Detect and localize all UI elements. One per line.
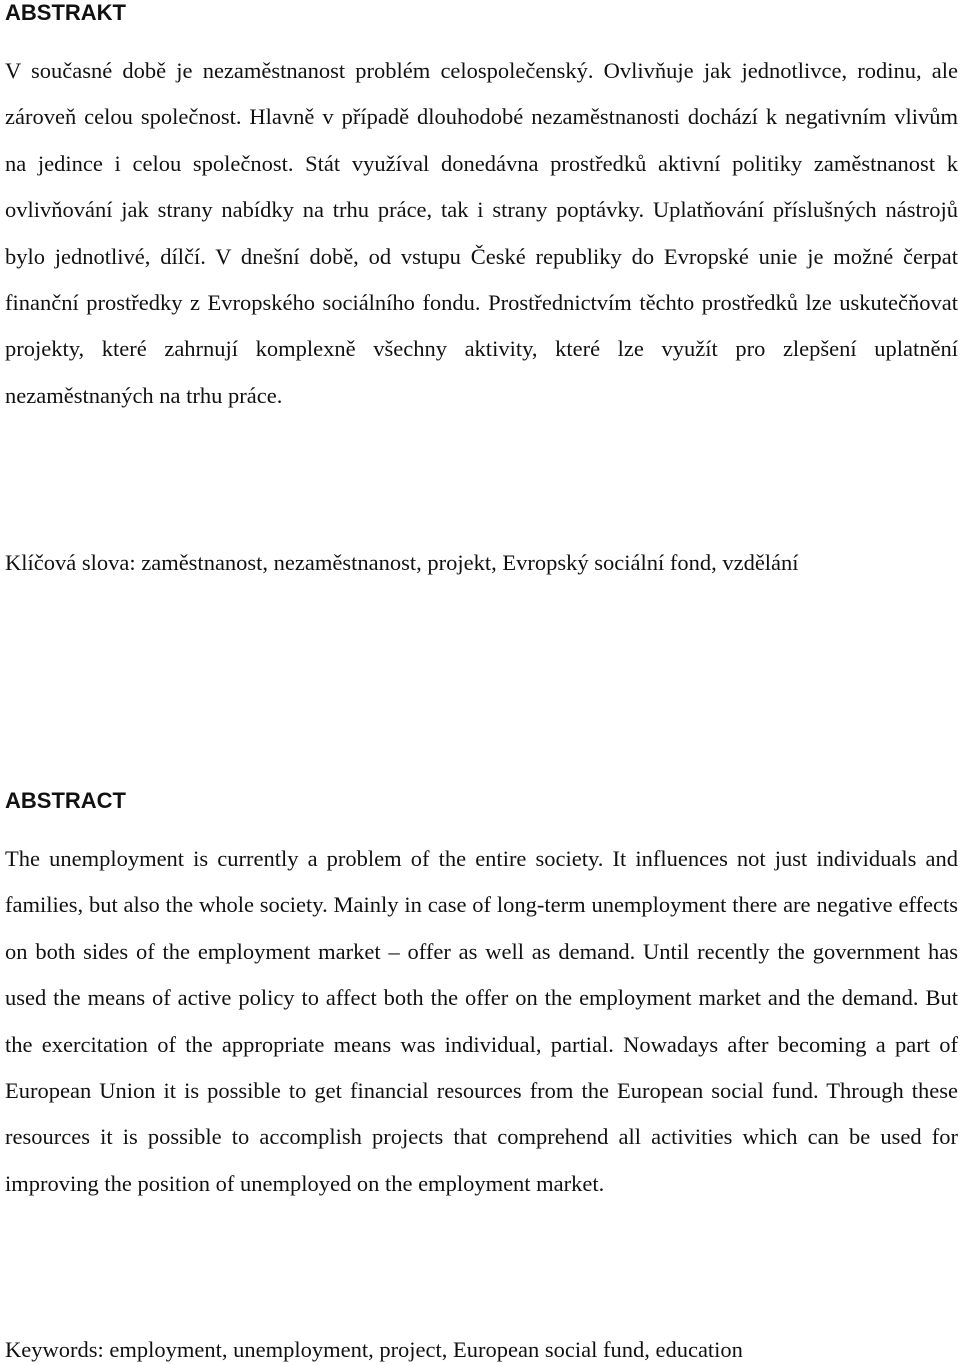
english-abstract-body: The unemployment is currently a problem of the entire society. It influences not just individuals and families, but also the whole society. Mainly in case of long-term unemployment there are negative effects on both sides of the employment market – offer as well as demand. Until recently the government has used the means of active policy to affect both the offer on the employment market and the demand. But the exercitation of the appropriate means was individual, partial. Nowadays after becoming a part of European Union it is possible to get financial resources from the European social fund. Through these resources it is possible to accomplish projects that comprehend all activities which can be used for improving the position of unemployed on the employment market.: [5, 846, 958, 1196]
english-abstract-heading: ABSTRACT: [5, 788, 126, 813]
english-keywords: Keywords: employment, unemployment, project, European social fund, education: [5, 1337, 743, 1362]
czech-abstract-heading: ABSTRAKT: [5, 0, 126, 25]
czech-keywords: Klíčová slova: zaměstnanost, nezaměstnanost, projekt, Evropský sociální fond, vzdělání: [5, 550, 799, 575]
czech-abstract-body: V současné době je nezaměstnanost problém celospolečenský. Ovlivňuje jak jednotlivce, rodinu, ale zároveň celou společnost. Hlavně v případě dlouhodobé nezaměstnanosti dochází k negativním vlivům na jedince i celou společnost. Stát využíval donedávna prostředků aktivní politiky zaměstnanost k ovlivňování jak strany nabídky na trhu práce, tak i strany poptávky. Uplatňování příslušných nástrojů bylo jednotlivé, dílčí. V dnešní době, od vstupu České republiky do Evropské unie je možné čerpat finanční prostředky z Evropského sociálního fondu. Prostřednictvím těchto prostředků lze uskutečňovat projekty, které zahrnují komplexně všechny aktivity, které lze využít pro zlepšení uplatnění nezaměstnaných na trhu práce.: [5, 58, 958, 408]
